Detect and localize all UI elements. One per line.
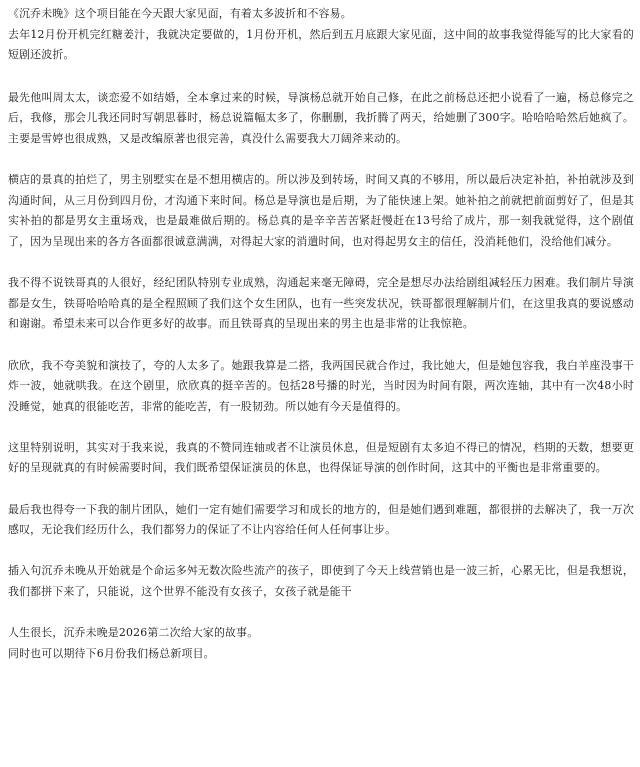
paragraph-spacer xyxy=(8,541,634,562)
paragraph-spacer xyxy=(8,417,634,438)
document-body xyxy=(8,4,634,664)
paragraph-timeline: 去年12月份开机完红糖姜汁，我就决定要做的，1月份开机，然后到五月底跟大家见面，这中间的故事我觉得能写的比大家看的短剧还波折。 xyxy=(8,27,634,62)
paragraph-spacer xyxy=(8,150,634,171)
paragraph-next-project: 同时也可以期待下6月份我们杨总新项目。 xyxy=(8,646,215,660)
paragraph-spacer xyxy=(8,66,634,88)
paragraph-intro: 《沉乔未晚》这个项目能在今天跟大家见面，有着太多波折和不容易。 xyxy=(8,7,352,20)
paragraph-production-team: 最后我也得夸一下我的制片团队，她们一定有她们需要学习和成长的地方的，但是她们遇到难题，都很拼的去解决了，我一万次感叹，无论我们经历什么，我们都努力的保证了不让内容给任何人任何事让步。 xyxy=(8,502,634,537)
paragraph-closing: 人生很长，沉乔未晚是2026第二次给大家的故事。 xyxy=(8,626,259,640)
paragraph-reshoot: 横店的景真的拍烂了，男主别墅实在是不想用横店的。所以涉及到转场，时间又真的不够用，所以最后决定补拍，补拍就涉及到沟通时间，从三月份到四月份，才沟通下来时间。杨总是导演也是后期，为了能快速上架。她补拍之前就把前面剪好了，但是其实补拍的都是男女主重场戏，也是最难做后期的。杨总真的是辛辛苦苦紧赶慢赶在13号给了成片，那一刻我就觉得，这个剧值了，因为呈现出来的各方各面都很诚意满满，对得起大家的消遣时间，也对得起男女主的信任，没消耗他们，没给他们减分。 xyxy=(8,173,634,248)
paragraph-aside: 插入句沉乔未晚从开始就是个命运多舛无数次险些流产的孩子，即使到了今天上线营销也是一波三折，心累无比，但是我想说，我们都拼下来了，只能说，这个世界不能没有女孩子，女孩子就是能干 xyxy=(8,564,634,599)
paragraph-spacer xyxy=(8,335,634,356)
paragraph-rest-note: 这里特别说明，其实对于我来说，我真的不赞同连轴或者不让演员休息，但是短剧有太多迫不得已的情况，档期的天数，想要更好的呈现就真的有时候需要时间，我们既希望保证演员的休息，也得保证导演的创作时间，这其中的平衡也是非常重要的。 xyxy=(8,440,634,475)
paragraph-spacer xyxy=(8,603,634,624)
paragraph-spacer xyxy=(8,253,634,274)
paragraph-script: 最先他叫周太太，谈恋爱不如结婚，全本拿过来的时候，导演杨总就开始自己修，在此之前杨总还把小说看了一遍，杨总修完之后，我修，那会儿我还同时写朝思暮时，杨总说篇幅太多了，你删删，我折腾了两天，给她删了300字。哈哈哈哈然后她疯了。主要是雪婷也很成熟，又是改编原著也很完善，真没什么需要我大刀阔斧来动的。 xyxy=(8,90,634,145)
paragraph-male-lead: 我不得不说铁哥真的人很好，经纪团队特别专业成熟，沟通起来毫无障碍，完全是想尽办法给剧组减轻压力困难。我们制片导演都是女生，铁哥哈哈哈真的是全程照顾了我们这个女生团队，也有一些突发状况，铁哥都很理解制片们，在这里我真的要说感动和谢谢。希望未来可以合作更多好的故事。而且铁哥真的呈现出来的男主也是非常的让我惊艳。 xyxy=(8,276,634,331)
paragraph-spacer xyxy=(8,479,634,500)
paragraph-female-lead: 欣欣，我不夸美貌和演技了，夸的人太多了。她跟我算是二搭，我两国民就合作过，我比她大，但是她包容我，我白羊座没事干炸一波，她就哄我。在这个剧里，欣欣真的挺辛苦的。包括28号播的时光，当时因为时间有限，两次连轴，其中有一次48小时没睡觉，她真的很能吃苦，非常的能吃苦，有一股韧劲。所以她有今天是值得的。 xyxy=(8,358,634,413)
